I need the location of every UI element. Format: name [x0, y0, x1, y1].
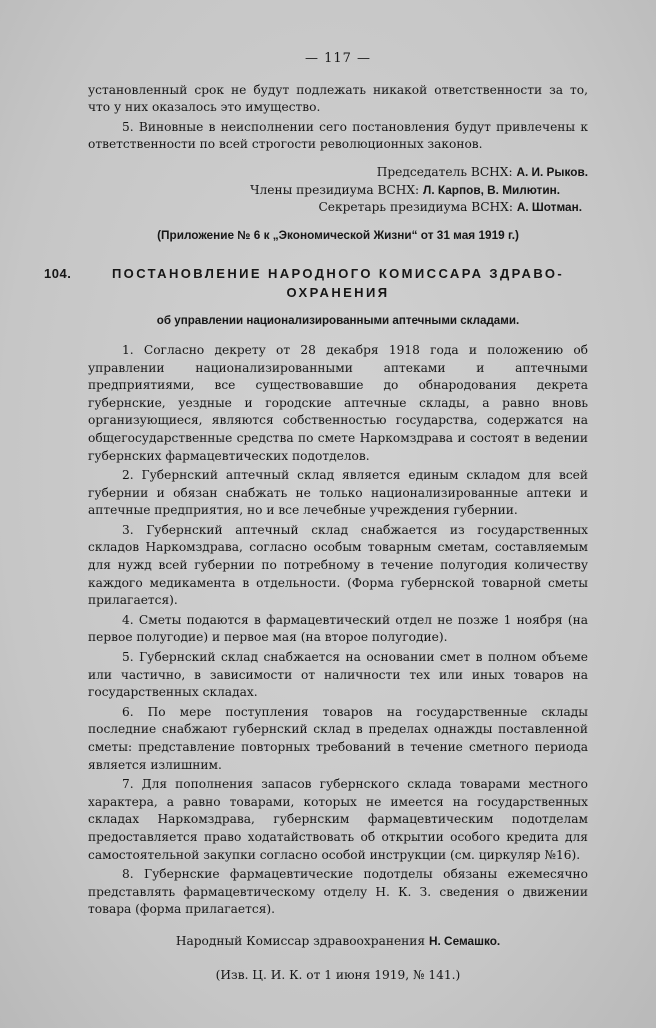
source-note: (Изв. Ц. И. К. от 1 июня 1919, № 141.) [215, 967, 461, 982]
paragraph-7: 7. Для пополнения запасов губернского склада товарами местного характера, а равно товарами, которых не имеется на государственных складах Наркомздрава, губернским фармацевтическим подотделам предоставляется право ходатайствовать об открытии особого кредита для самостоятельной закупки согласно особой инструкции (см. циркуляр №16). [88, 777, 588, 862]
secretary-signature [88, 199, 582, 217]
members-role: Члены президиума ВСНХ: [250, 182, 420, 197]
heading-line-2: ОХРАНЕНИЯ [286, 285, 390, 301]
commissar-name: Н. Семашко. [428, 933, 501, 948]
item-5-previous-decree: 5. Виновные в неисполнении сего постановления будут привлечены к ответственности по всей строгости революционных законов. [88, 119, 588, 152]
document-subheading: об управлении национализированными аптечными складами. [156, 314, 520, 328]
chair-role: Председатель ВСНХ: [376, 164, 513, 179]
secretary-role: Секретарь президиума ВСНХ: [318, 200, 513, 215]
appendix-note: (Приложение № 6 к „Экономической Жизни“ от 31 мая 1919 г.) [157, 227, 519, 242]
paragraph-3: 3. Губернский аптечный склад снабжается из государственных складов Наркомздрава, согласно особым товарным сметам, составляемым для нужд всей губернии по потребному в течение полугодия количеству каждого медикамента в отдельности. (Форма губернской товарной сметы прилагается). [88, 522, 588, 608]
paragraph-6: 6. По мере поступления товаров на государственные склады последние снабжают губернский склад в пределах однажды поставленной сметы: представление повторных требований в течение сметного периода является излишним. [88, 704, 588, 772]
document-heading [44, 264, 588, 302]
continuation-text: установленный срок не будут подлежать никакой ответственности за то, что у них оказалось это имущество. [88, 82, 588, 115]
members-signature [88, 182, 560, 200]
secretary-name: А. Шотман. [516, 200, 582, 215]
heading-number: 104. [44, 266, 72, 282]
paragraph-4: 4. Сметы подаются в фармацевтический отдел не позже 1 ноября (на первое полугодие) и первое мая (на второе полугодие). [88, 612, 588, 645]
heading-line-1: ПОСТАНОВЛЕНИЕ НАРОДНОГО КОМИССАРА ЗДРАВО- [111, 266, 565, 282]
chair-name: А. И. Рыков. [516, 164, 588, 179]
paragraph-1: 1. Согласно декрету от 28 декабря 1918 года и положению об управлении национализированными аптеками и аптечными предприятиями, все существовавшие до обнародования декрета губернские, уездные и городские аптечные склады, а равно вновь организующиеся, являются собственностью государства, содержатся на общегосударственные средства по смете Наркомздрава и состоят в ведении губернских фармацевтических подотделов. [88, 342, 588, 463]
chair-signature [88, 164, 588, 182]
members-names: Л. Карпов, В. Милютин. [423, 182, 560, 197]
page-number: — 117 — [304, 51, 372, 66]
paragraph-2: 2. Губернский аптечный склад является единым складом для всей губернии и обязан снабжать не только национализированные аптеки и аптечные предприятия, но и все лечебные учреждения губернии. [88, 468, 588, 518]
signature-block [88, 164, 588, 217]
paragraph-8: 8. Губернские фармацевтические подотделы обязаны ежемесячно представлять фармацевтическому отделу Н. К. З. сведения о движении товара (форма прилагается). [88, 867, 588, 917]
page-content [44, 50, 588, 984]
paragraph-5: 5. Губернский склад снабжается на основании смет в полном объеме или частично, в зависимости от наличности тех или иных товаров на государственных складах. [88, 650, 588, 700]
commissar-signature [88, 933, 588, 951]
commissar-role: Народный Комиссар здравоохранения [175, 933, 426, 948]
